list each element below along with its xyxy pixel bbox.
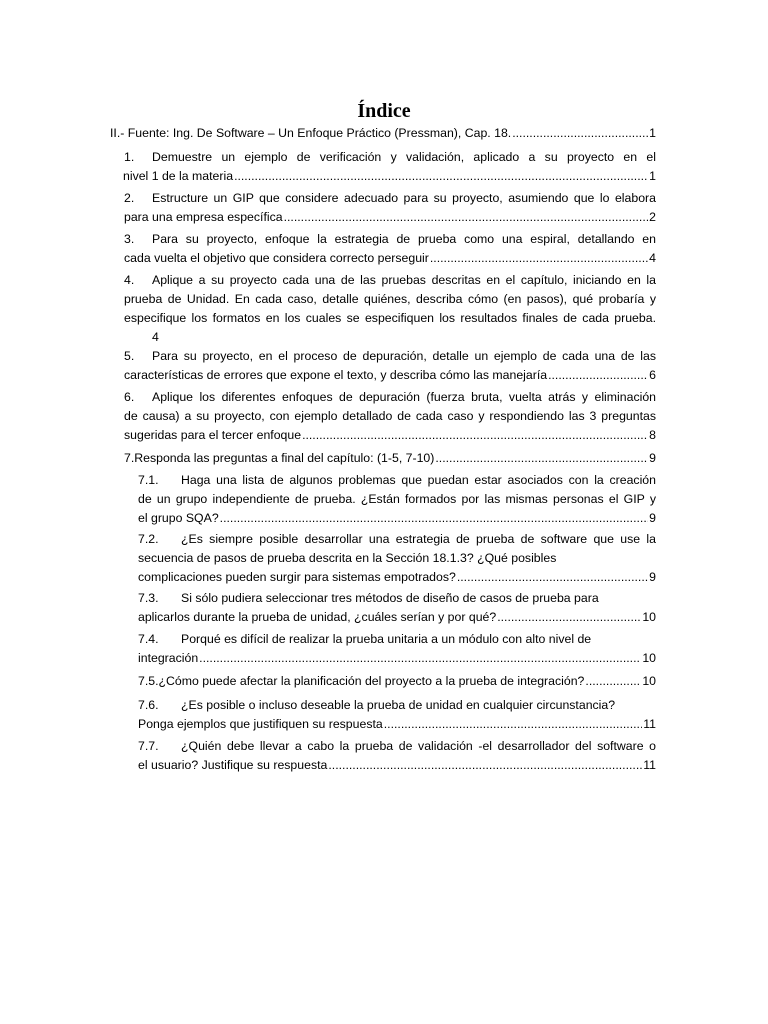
toc-leader	[512, 124, 648, 143]
toc-entry-text: prueba de Unidad. En cada caso, detalle quiénes, describa cómo (en pasos), qué probaría y	[124, 292, 656, 306]
toc-leader	[199, 649, 641, 668]
toc-entry-text: secuencia de pasos de prueba descrita en la Sección 18.1.3? ¿Qué posibles	[138, 551, 557, 565]
toc-leader	[328, 756, 642, 775]
toc-entry-text: Para su proyecto, enfoque la estrategia de prueba como una espiral, detallando en	[152, 232, 656, 246]
toc-entry[interactable]	[124, 230, 656, 268]
toc-entry-text: II.- Fuente: Ing. De Software – Un Enfoque Práctico (Pressman), Cap. 18.	[110, 126, 512, 140]
toc-page-number: 9	[649, 451, 656, 465]
toc-entry-number: 2.	[124, 191, 135, 205]
toc-entry-number: 4.	[124, 273, 135, 287]
toc-page-number: 2	[649, 210, 656, 224]
toc-page-number: 4	[152, 330, 159, 344]
toc-entry-text: Si sólo pudiera seleccionar tres métodos de diseño de casos de prueba para	[181, 591, 599, 605]
toc-entry-text: el grupo SQA?	[138, 511, 219, 525]
toc-entry-number: 7.3.	[138, 591, 159, 605]
toc-page-number: 8	[649, 428, 656, 442]
toc-entry[interactable]	[124, 347, 656, 385]
toc-entry-text: Estructure un GIP que considere adecuado para su proyecto, asumiendo que lo elabora	[152, 191, 656, 205]
toc-page-number: 10	[642, 610, 656, 624]
toc-entry-text: cada vuelta el objetivo que considera correcto perseguir	[124, 251, 429, 265]
toc-entry-text: Para su proyecto, en el proceso de depuración, detalle un ejemplo de cada una de las	[152, 349, 656, 363]
toc-entry[interactable]	[138, 696, 656, 734]
toc-entry-text: especifique los formatos en los cuales se especifiquen los resultados finales de cada prueba.	[124, 311, 656, 325]
toc-page-number: 4	[649, 251, 656, 265]
toc-page-number: 11	[643, 758, 656, 772]
toc-page-number: 1	[649, 126, 656, 140]
toc-entry-text: para una empresa específica	[124, 210, 283, 224]
toc-leader	[384, 715, 643, 734]
toc-entry-text: Aplique los diferentes enfoques de depuración (fuerza bruta, vuelta atrás y eliminación	[152, 390, 656, 404]
toc-entry-number: 7.1.	[138, 473, 159, 487]
toc-entry[interactable]	[138, 530, 656, 587]
toc-entry-number: 7.4.	[138, 632, 159, 646]
toc-entry-number: 7.	[124, 451, 135, 465]
toc-entry-number: 5.	[124, 349, 135, 363]
toc-entry-text: Aplique a su proyecto cada una de las pruebas descritas en el capítulo, iniciando en la	[152, 273, 656, 287]
toc-entry-number: 7.5.	[138, 674, 159, 688]
toc-leader	[585, 672, 641, 691]
toc-entry-number: 3.	[124, 232, 135, 246]
toc-entry-text: ¿Es posible o incluso deseable la prueba de unidad en cualquier circunstancia?	[181, 698, 616, 712]
toc-page-number: 9	[649, 511, 656, 525]
toc-entry[interactable]	[138, 737, 656, 775]
toc-leader	[457, 568, 648, 587]
toc-entry-number: 7.2.	[138, 532, 159, 546]
toc-entry-text: Demuestre un ejemplo de verificación y validación, aplicado a su proyecto en el	[152, 150, 656, 164]
toc-leader	[220, 509, 648, 528]
toc-entry-text: nivel 1 de la materia	[123, 169, 234, 183]
toc-entry-text: ¿Es siempre posible desarrollar una estrategia de prueba de software que use la	[181, 532, 656, 546]
toc-entry-text: sugeridas para el tercer enfoque	[124, 428, 302, 442]
toc-entry-number: 6.	[124, 390, 135, 404]
toc-entry-text: de causa) a su proyecto, con ejemplo detallado de cada caso y respondiendo las 3 preguntas	[124, 409, 656, 423]
toc-entry-text: integración	[138, 651, 199, 665]
toc-entry[interactable]	[124, 449, 656, 468]
toc-entry[interactable]	[124, 388, 656, 445]
toc-entry-text: de un grupo independiente de prueba. ¿Están formados por las mismas personas el GIP y	[138, 492, 656, 506]
toc-entry[interactable]	[110, 124, 656, 143]
toc-entry-text: complicaciones pueden surgir para sistemas empotrados?	[138, 570, 456, 584]
toc-leader	[302, 426, 648, 445]
toc-entry[interactable]	[138, 630, 656, 668]
toc-page-number: 9	[649, 570, 656, 584]
toc-entry[interactable]	[138, 589, 656, 627]
toc-entry-text: el usuario? Justifique su respuesta	[138, 758, 328, 772]
toc-entry-text: características de errores que expone el texto, y describa cómo las manejaría	[124, 368, 548, 382]
toc-page-number: 10	[642, 651, 656, 665]
toc-entry[interactable]	[124, 271, 656, 347]
toc-leader	[234, 167, 648, 186]
toc-leader	[435, 449, 648, 468]
toc-entry-text: Porqué es difícil de realizar la prueba unitaria a un módulo con alto nivel de	[181, 632, 592, 646]
toc-entry-number: 1.	[124, 150, 135, 164]
toc-leader	[284, 208, 649, 227]
toc-page-number: 1	[649, 169, 656, 183]
toc-entry-number: 7.7.	[138, 739, 159, 753]
toc-entry[interactable]	[138, 471, 656, 528]
toc-entry-text: aplicarlos durante la prueba de unidad, ¿cuáles serían y por qué?	[138, 610, 497, 624]
toc-page-number: 11	[643, 717, 656, 731]
toc-leader	[548, 366, 648, 385]
toc-entry-text: ¿Quién debe llevar a cabo la prueba de validación -el desarrollador del software o	[181, 739, 656, 753]
toc-leader	[497, 608, 641, 627]
toc-entry-text: Ponga ejemplos que justifiquen su respuesta	[138, 717, 383, 731]
toc-entry[interactable]	[124, 189, 656, 227]
toc-entry[interactable]	[124, 148, 656, 186]
toc-page-number: 6	[649, 368, 656, 382]
toc-entry-number: 7.6.	[138, 698, 159, 712]
toc-entry-text: Haga una lista de algunos problemas que puedan estar asociados con la creación	[181, 473, 656, 487]
toc-entry-text: Responda las preguntas a final del capítulo: (1-5, 7-10)	[134, 451, 435, 465]
toc-entry-text: ¿Cómo puede afectar la planificación del proyecto a la prueba de integración?	[158, 674, 585, 688]
toc-entry[interactable]	[138, 672, 656, 691]
toc-page-number: 10	[642, 674, 656, 688]
page-title: Índice	[357, 100, 411, 122]
toc-leader	[430, 249, 648, 268]
